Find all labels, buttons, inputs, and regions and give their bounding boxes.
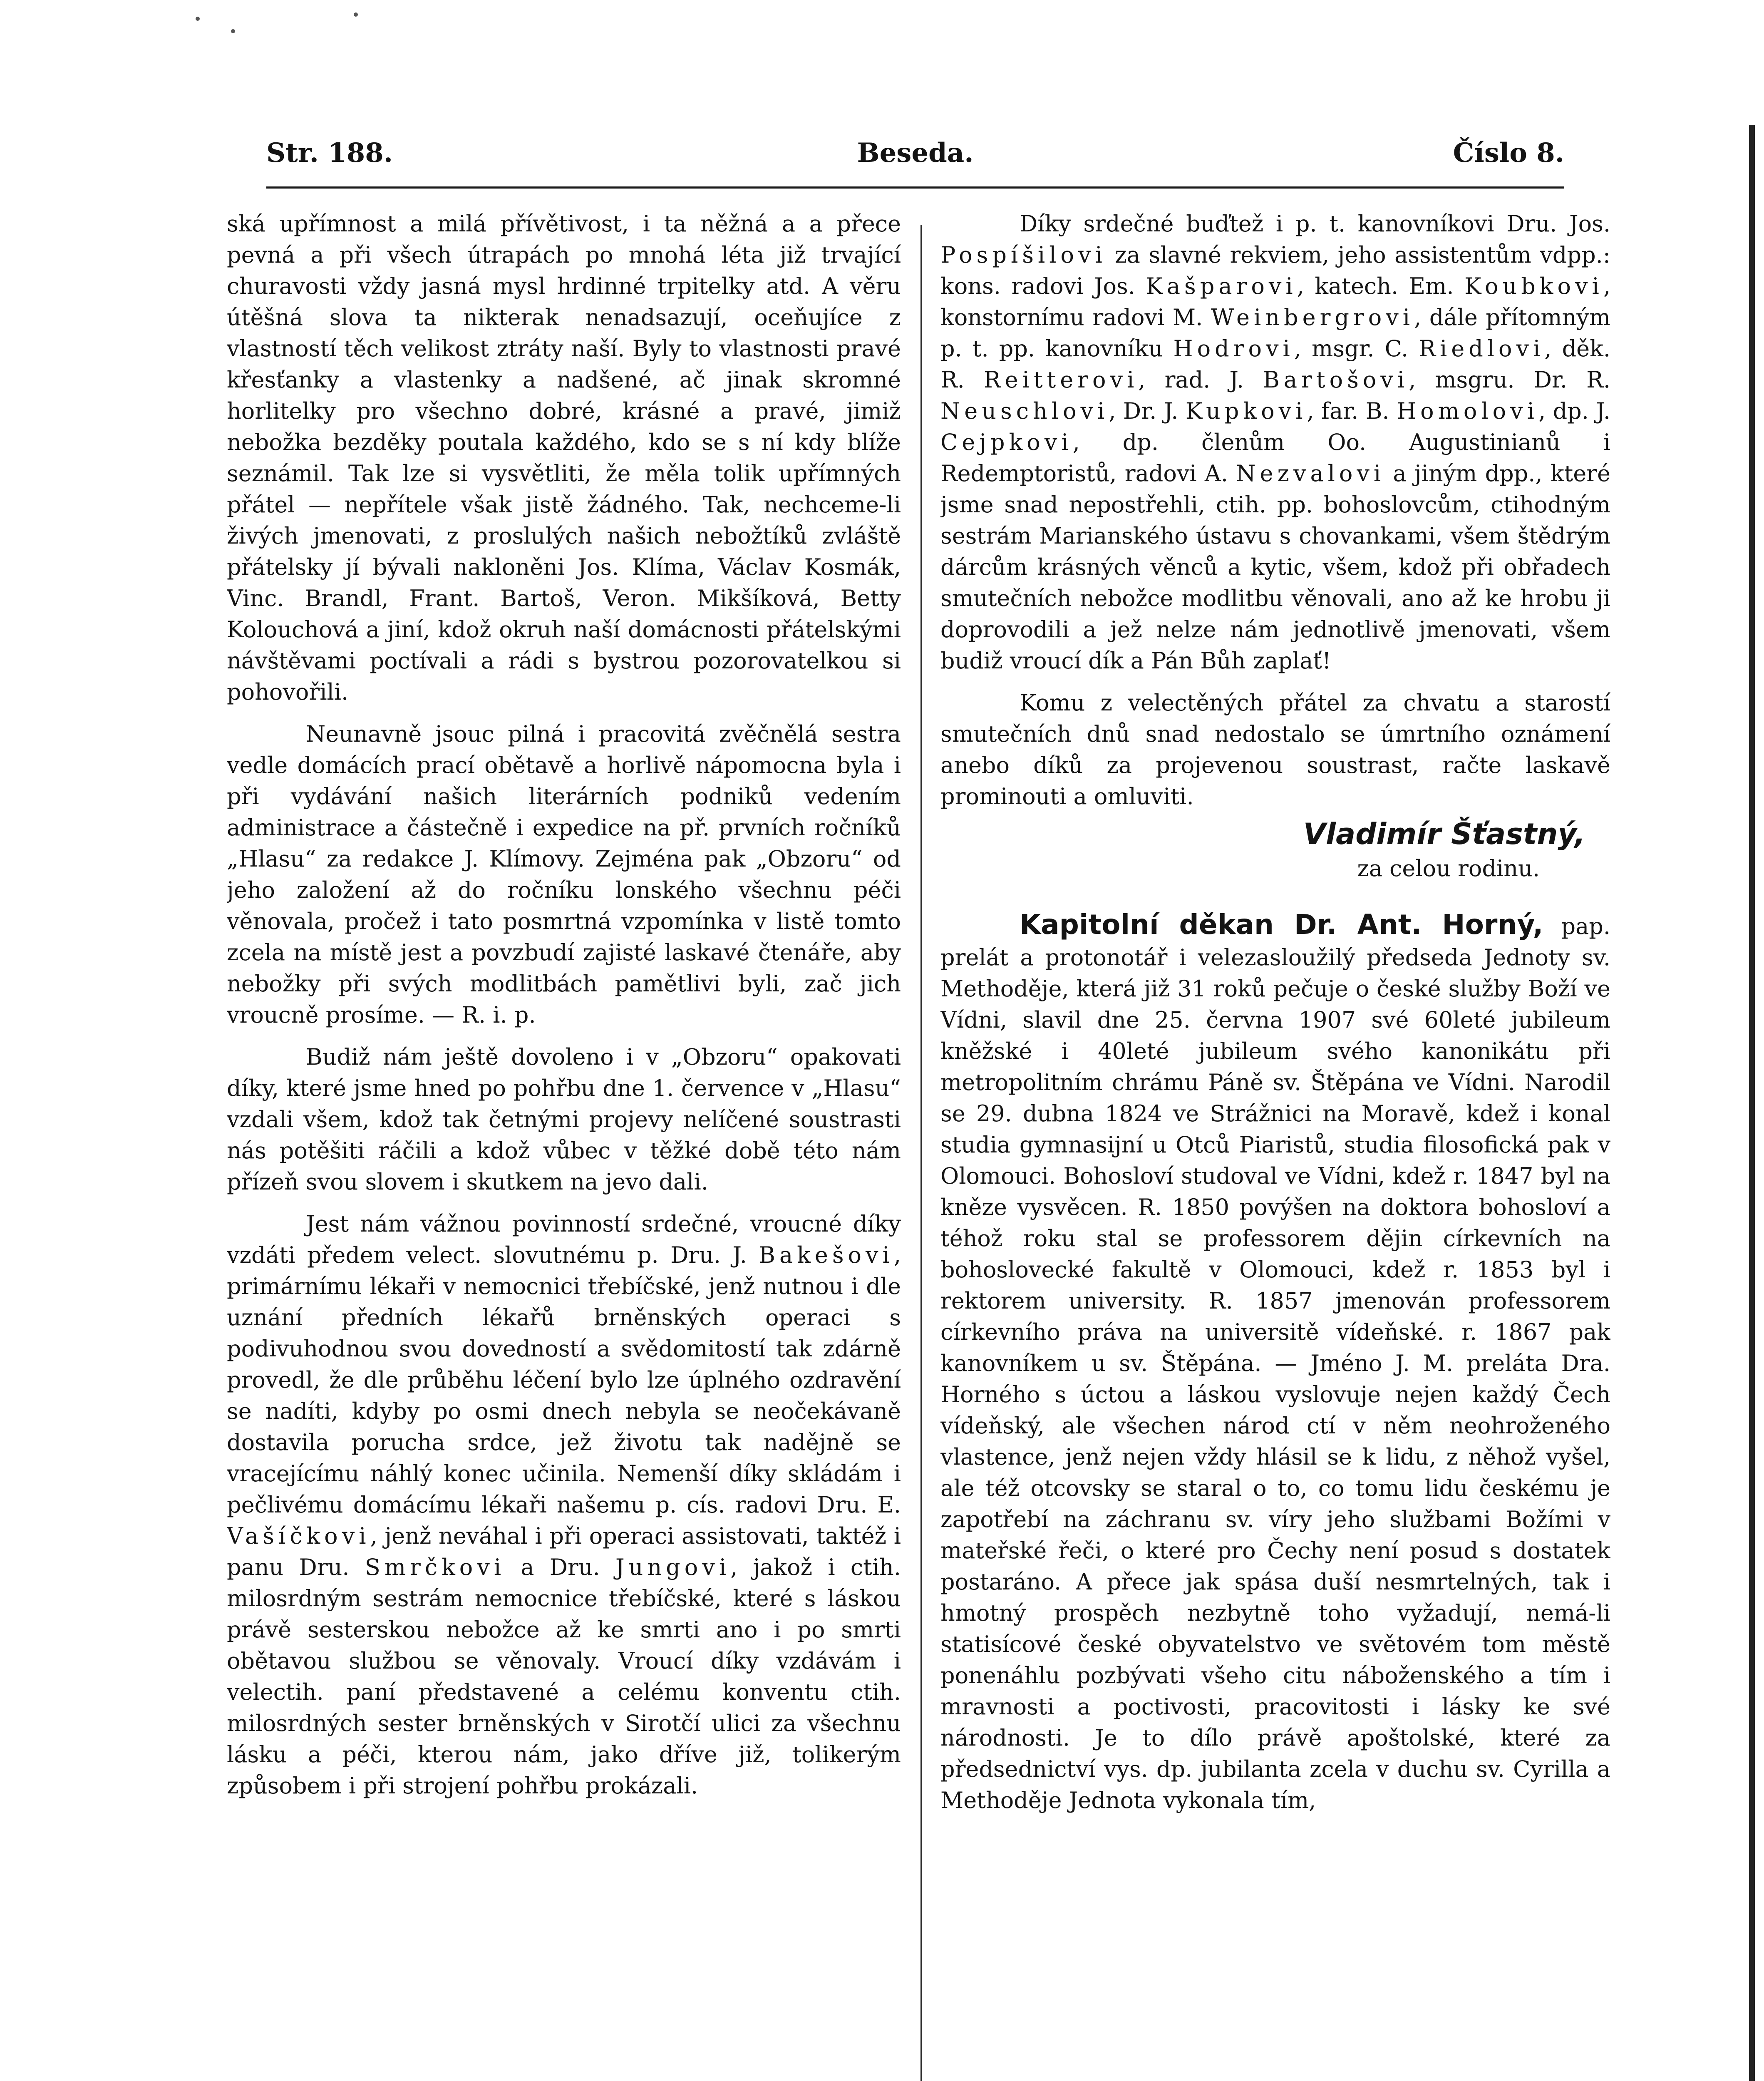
paragraph: Díky srdečné buďtež i p. t. kanovníkovi Dru. Jos. Pospíšilovi za slavné rekviem, jeho assistentům vdpp.: kons. radovi Jos. Kašparovi, katech. Em. Koubkovi, konstornímu radovi M. Weinbergrovi, dále přítomným p. t. pp. kanovníku Hodrovi, msgr. C. Riedlovi, děk. R. Reitterovi, rad. J. Bartošovi, msgru. Dr. R. Neuschlovi, Dr. J. Kupkovi, far. B. Homolovi, dp. J. Cejpkovi, dp. členům Oo. Augustinianů i Redemptoristů, radovi A. Nezvalovi a jiným dpp., které jsme snad nepostřehli, ctih. pp. bohoslovcům, ctihodným sestrám Marianského ústavu s chovankami, všem štědrým dárcům krásných věnců a kytic, všem, kdož při obřadech smutečních nebožce modlitbu věnovali, ano až ke hrobu ji doprovodili a jež nelze nám jednotlivě jmenovati, všem budiž vroucí dík a Pán Bůh zaplať! [940,211,1610,674]
paragraph: Neunavně jsouc pilná i pracovitá zvěčnělá sestra vedle domácích prací obětavě a horlivě nápomocna byla i při vydávání našich literárních podniků vedením administrace a částečně i expedice na př. prvních ročníků „Hlasu“ za redakce J. Klímovy. Zejména pak „Obzoru“ od jeho založení až do ročníku lonského všechnu péči věnovala, pročež i tato posmrtná vzpomínka v listě tomto zcela na místě jest a povzbudí zajisté laskavé čtenáře, aby nebožky při svých modlitbách pamětlivi byli, zač jich vroucně prosíme. — R. i. p. [227,721,901,1028]
right-column [940,208,1610,2081]
person-name: Jungovi [615,1554,731,1580]
left-column [227,208,901,2081]
person-name: Pospíšilovi [940,242,1107,268]
person-name: Kupkovi [1185,398,1307,424]
person-name: Koubkovi [1464,273,1603,299]
person-name: Homolovi [1397,398,1538,424]
print-speck [196,17,200,21]
paragraph: Komu z velectěných přátel za chvatu a starostí smutečních dnů snad nedostalo se úmrtního oznámení anebo díků za projevenou soustrast, račte laskavě prominouti a omluviti. [940,690,1610,810]
issue-number: Číslo 8. [1453,137,1564,169]
header-rule [266,186,1564,189]
person-name: Bartošovi [1263,367,1409,393]
signature-subtitle: za celou rodinu. [1357,855,1540,882]
scan-edge [1749,125,1755,2081]
person-name: Riedlovi [1419,335,1545,362]
person-name: Bakešovi [759,1242,894,1268]
person-name: Reitterovi [983,367,1139,393]
signature: Vladimír Šťastný, [1303,817,1585,851]
print-speck [231,29,235,33]
print-speck [354,12,358,17]
paragraph: Jest nám vážnou povinností srdečné, vroucné díky vzdáti předem velect. slovutnému p. Dru. J. Bakešovi, primárnímu lékaři v nemocnici třebíčské, jenž nutnou i dle uznání předních lékařů brněnských operaci s podivuhodnou svou dovedností a svědomitostí tak zdárně provedl, že dle průběhu léčení bylo lze úplného ozdravění se nadíti, kdyby po osmi dnech nebyla se neočekávaně dostavila porucha srdce, jež životu tak nadějně se vracejícímu náhlý konec učinila. Nemenší díky skládám i pečlivému domácímu lékaři našemu p. cís. radovi Dru. E. Vašíčkovi, jenž neváhal i při operaci assistovati, taktéž i panu Dru. Smrčkovi a Dru. Jungovi, jakož i ctih. milosrdným sestrám nemocnice třebíčské, které s láskou právě sesterskou nebožce až ke smrti ano i po smrti obětavou službou se věnovaly. Vroucí díky vzdávám i velectih. paní představené a celému konventu ctih. milosrdných sester brněnských v Sirotčí ulici za všechnu lásku a péči, kterou nám, jako dříve již, tolikerým způsobem i při strojení pohřbu prokázali. [227,1211,901,1799]
person-name: Cejpkovi [940,429,1073,455]
paragraph: Budiž nám ještě dovoleno i v „Obzoru“ opakovati díky, které jsme hned po pohřbu dne 1. července v „Hlasu“ vzdali všem, kdož tak četnými projevy nelíčené soustrasti nás potěšiti ráčili a kdož vůbec v těžké době této nám přízeň svou slovem i skutkem na jevo dali. [227,1044,901,1195]
person-name: Kašparovi [1146,273,1297,299]
person-name: Hodrovi [1173,335,1294,362]
page-header [266,137,1564,183]
article-paragraph: Kapitolní děkan Dr. Ant. Horný, pap. prelát a protonotář i velezasloužilý předseda Jednoty sv. Methoděje, která již 31 roků pečuje o české služby Boží ve Vídni, slavil dne 25. června 1907 své 60leté jubileum kněžské i 40leté jubileum svého kanonikátu při metropolitním chrámu Páně sv. Štěpána ve Vídni. Narodil se 29. dubna 1824 ve Strážnici na Moravě, kdež i konal studia gymnasijní u Otců Piaristů, studia filosofická pak v Olomouci. Bohosloví studoval ve Vídni, kdež r. 1847 byl na kněze vysvěcen. R. 1850 povýšen na doktora bohosloví a téhož roku stal se professorem dějin církevních na bohoslovecké fakultě v Olomouci, kdež r. 1853 byl i rektorem university. R. 1857 jmenován professorem církevního práva na universitě vídeňské. r. 1867 pak kanovníkem u sv. Štěpána. — Jméno J. M. preláta Dra. Horného s úctou a láskou vyslovuje nejen každý Čech vídeňský, ale všechen národ ctí v něm neohroženého vlastence, jenž nejen vždy hlásil se k lidu, z něhož vyšel, ale též otcovsky se staral o to, co tomu lidu českému je zapotřebí na záchranu sv. víry jeho službami Božími v mateřské řeči, o které pro Čechy není posud s dostatek postaráno. A přece jak spása duší nesmrtelných, tak i hmotný prospěch nezbytně toho vyžadují, nemá-li statisícové české obyvatelstvo ve světovém tom městě ponenáhlu pozbývati všeho citu náboženského a tím i mravnosti a poctivosti, pracovitosti i lásky ke své národnosti. Je to dílo právě apoštolské, které za předsednictví vys. dp. jubilanta zcela v duchu sv. Cyrilla a Methoděje Jednota vykonala tím, [940,909,1610,1813]
person-name: Smrčkovi [365,1554,506,1580]
journal-title: Beseda. [857,137,974,169]
person-name: Weinbergrovi [1211,304,1414,330]
article-headline: Kapitolní děkan Dr. Ant. Horný, [1020,909,1543,941]
column-divider [920,225,922,2081]
person-name: Vašíčkovi [227,1523,370,1549]
paragraph: ská upřímnost a milá přívětivost, i ta něžná a a přece pevná a při všech útrapách po mnohá léta již trvající churavosti vždy jasná mysl hrdinné trpitelky atd. A věru útěšná slova ta nikterak nenadsazují, oceňujíce z vlastností těch velikost ztráty naší. Byly to vlastnosti pravé křesťanky a vlastenky a nadšené, ač jinak skromné horlitelky pro všechno dobré, krásné a pravé, jimiž nebožka bezděky poutala každého, kdo se s ní kdy blíže seznámil. Tak lze si vysvětliti, že měla tolik upřímných přátel — nepřítele však jistě žádného. Tak, nechceme-li živých jmenovati, z proslulých našich nebožtíků zvláště přátelsky jí bývali nakloněni Jos. Klíma, Václav Kosmák, Vinc. Brandl, Frant. Bartoš, Veron. Mikšíková, Betty Kolouchová a jiní, kdož okruh naší domácnosti přátelskými návštěvami poctívali a rádi s bystrou pozorovatelkou si pohovořili. [227,211,901,705]
page-number: Str. 188. [266,137,393,169]
person-name: Neuschlovi [940,398,1109,424]
person-name: Nezvalovi [1236,460,1385,487]
